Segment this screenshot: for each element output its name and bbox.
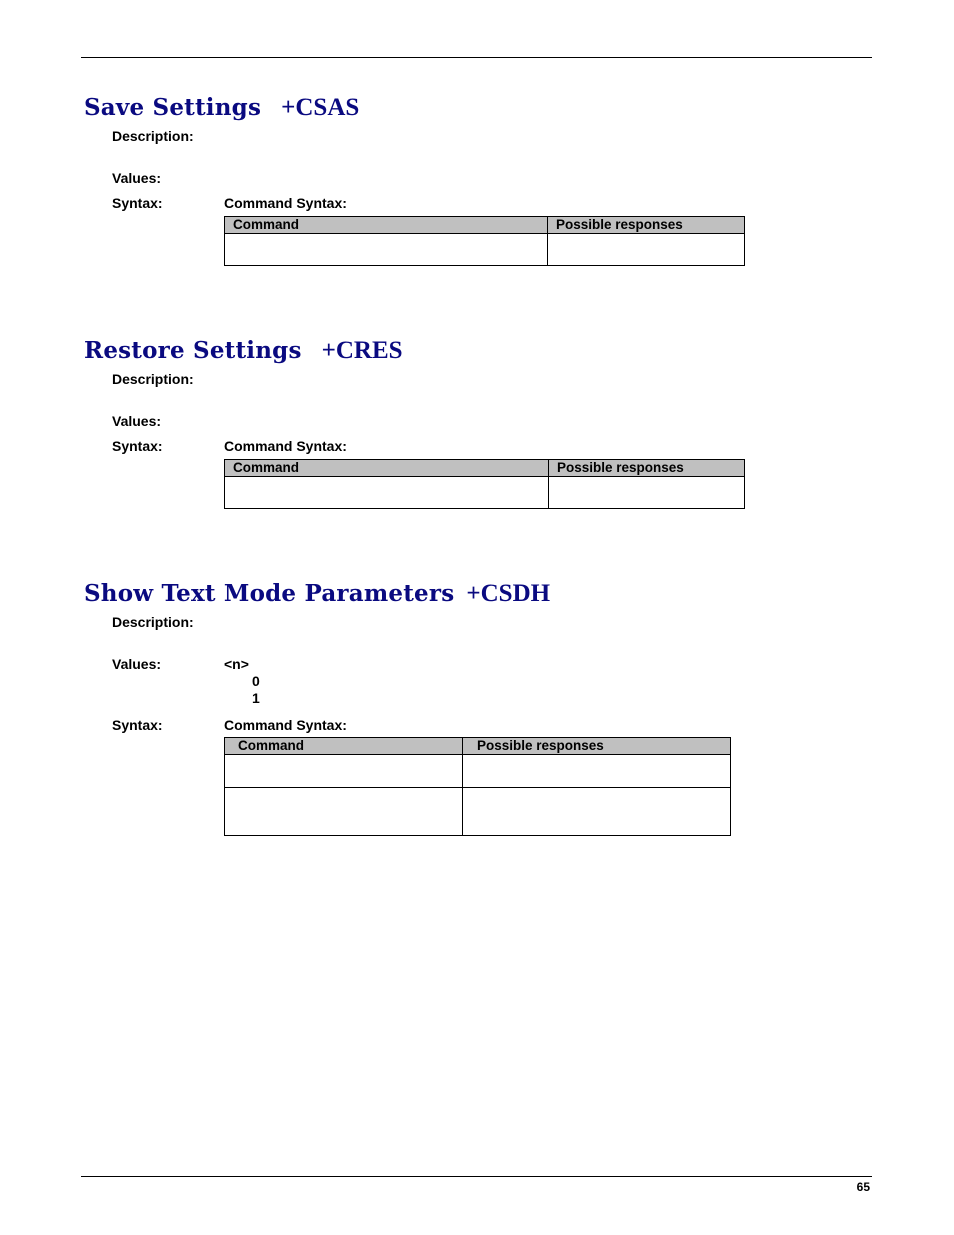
- section-heading-csdh: [84, 580, 550, 608]
- syntax-label: Syntax:: [112, 195, 163, 211]
- value-option: 1: [252, 690, 260, 706]
- table-cell: [463, 755, 731, 788]
- table-cell: [225, 788, 463, 836]
- command-table: [224, 459, 745, 509]
- column-header-command: Command: [225, 738, 463, 755]
- table-header-row: [225, 460, 745, 477]
- header-rule: [81, 57, 872, 58]
- description-label: Description:: [112, 371, 194, 387]
- command-table: [224, 737, 731, 836]
- section-command: +CRES: [321, 337, 403, 364]
- command-syntax-label: Command Syntax:: [224, 438, 347, 454]
- table-row: [225, 755, 731, 788]
- values-label: Values:: [112, 656, 162, 672]
- description-label: Description:: [112, 614, 194, 630]
- values-label: Values:: [112, 170, 162, 186]
- table-row: [225, 234, 745, 266]
- command-syntax-label: Command Syntax:: [224, 195, 347, 211]
- table-row: [225, 788, 731, 836]
- table-cell: [225, 755, 463, 788]
- command-syntax-label: Command Syntax:: [224, 717, 347, 733]
- values-label: Values:: [112, 413, 162, 429]
- column-header-responses: Possible responses: [463, 738, 731, 755]
- column-header-responses: Possible responses: [548, 217, 745, 234]
- section-title: Show Text Mode Parameters: [84, 580, 455, 607]
- section-title: Restore Settings: [84, 337, 302, 364]
- table-cell: [548, 234, 745, 266]
- section-heading-cres: [84, 337, 403, 365]
- section-command: +CSDH: [466, 580, 551, 607]
- section-command: +CSAS: [281, 94, 360, 121]
- table-cell: [225, 234, 548, 266]
- table-cell: [463, 788, 731, 836]
- value-option: 0: [252, 673, 260, 689]
- table-header-row: [225, 738, 731, 755]
- table-cell: [225, 477, 549, 509]
- section-title: Save Settings: [84, 94, 262, 121]
- section-heading-csas: [84, 94, 359, 122]
- column-header-responses: Possible responses: [549, 460, 745, 477]
- syntax-label: Syntax:: [112, 438, 163, 454]
- page-number: 65: [856, 1180, 870, 1194]
- column-header-command: Command: [225, 217, 548, 234]
- description-label: Description:: [112, 128, 194, 144]
- table-cell: [549, 477, 745, 509]
- column-header-command: Command: [225, 460, 549, 477]
- syntax-label: Syntax:: [112, 717, 163, 733]
- table-row: [225, 477, 745, 509]
- footer-rule: [81, 1176, 872, 1177]
- value-parameter: <n>: [224, 656, 249, 672]
- command-table: [224, 216, 745, 266]
- table-header-row: [225, 217, 745, 234]
